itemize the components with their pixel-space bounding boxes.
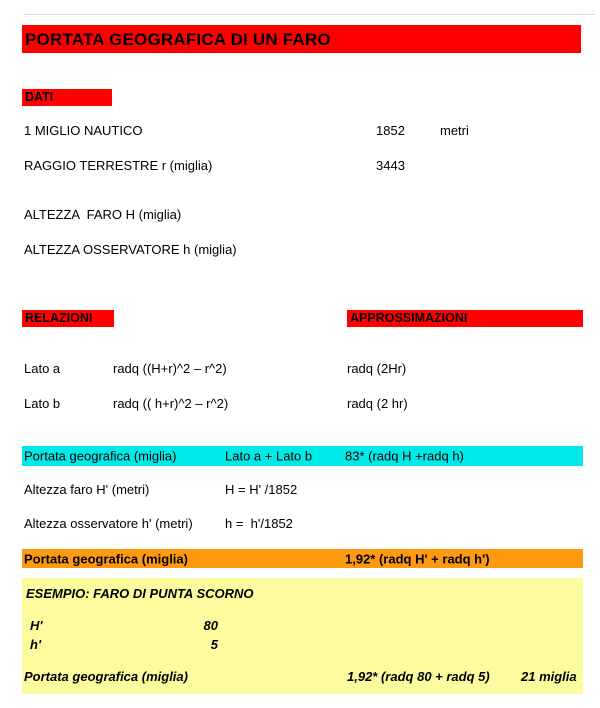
esempio-box — [22, 578, 583, 694]
conversione-row-formula: h = h'/1852 — [225, 516, 293, 531]
relazione-row-approx: radq (2 hr) — [347, 396, 408, 411]
portata-metri-label: Portata geografica (miglia) — [24, 551, 188, 566]
section-label-dati — [22, 89, 112, 106]
relazione-row-formula: radq ((H+r)^2 – r^2) — [113, 361, 227, 376]
relazione-row-name: Lato b — [24, 396, 61, 411]
esempio-result-label: Portata geografica (miglia) — [24, 669, 188, 684]
dati-row-label: ALTEZZA FARO H (miglia) — [24, 207, 182, 222]
page-title: PORTATA GEOGRAFICA DI UN FARO — [25, 29, 331, 49]
section-label-dati-text: DATI — [25, 90, 54, 105]
esempio-result-formula: 1,92* (radq 80 + radq 5) — [347, 669, 490, 684]
portata-miglia-approx: 83* (radq H +radq h) — [345, 448, 464, 464]
page-title-banner — [22, 25, 581, 53]
esempio-input-value: 5 — [210, 637, 218, 652]
portata-miglia-label: Portata geografica (miglia) — [24, 448, 177, 464]
dati-row-value: 1852 — [376, 123, 405, 138]
conversione-row-formula: H = H' /1852 — [225, 482, 298, 497]
dati-row-value: 3443 — [376, 158, 405, 173]
portata-miglia-row — [22, 446, 583, 466]
conversione-row-label: Altezza osservatore h' (metri) — [24, 516, 193, 531]
esempio-input-label: H' — [30, 618, 43, 633]
esempio-result-value: 21 miglia — [521, 669, 577, 684]
relazione-row-formula: radq (( h+r)^2 – r^2) — [113, 396, 229, 411]
dati-row-unit: metri — [440, 123, 469, 138]
relazione-row-name: Lato a — [24, 361, 61, 376]
esempio-title: ESEMPIO: FARO DI PUNTA SCORNO — [26, 586, 254, 601]
conversione-row-label: Altezza faro H' (metri) — [24, 482, 150, 497]
dati-row-label: RAGGIO TERRESTRE r (miglia) — [24, 158, 213, 173]
esempio-input-label: h' — [30, 637, 42, 652]
portata-miglia-formula: Lato a + Lato b — [225, 448, 313, 464]
section-label-relazioni — [22, 310, 114, 327]
section-label-approssimazioni — [347, 310, 583, 327]
portata-metri-formula: 1,92* (radq H' + radq h') — [345, 551, 490, 566]
esempio-input-value: 80 — [203, 618, 218, 633]
dati-row-label: 1 MIGLIO NAUTICO — [24, 123, 143, 138]
section-label-relazioni-text: RELAZIONI — [25, 311, 93, 326]
relazione-row-approx: radq (2Hr) — [347, 361, 407, 376]
dati-row-label: ALTEZZA OSSERVATORE h (miglia) — [24, 242, 237, 257]
portata-metri-row — [22, 549, 583, 568]
page-top-divider — [24, 14, 596, 15]
section-label-approssimazioni-text: APPROSSIMAZIONI — [350, 311, 468, 326]
